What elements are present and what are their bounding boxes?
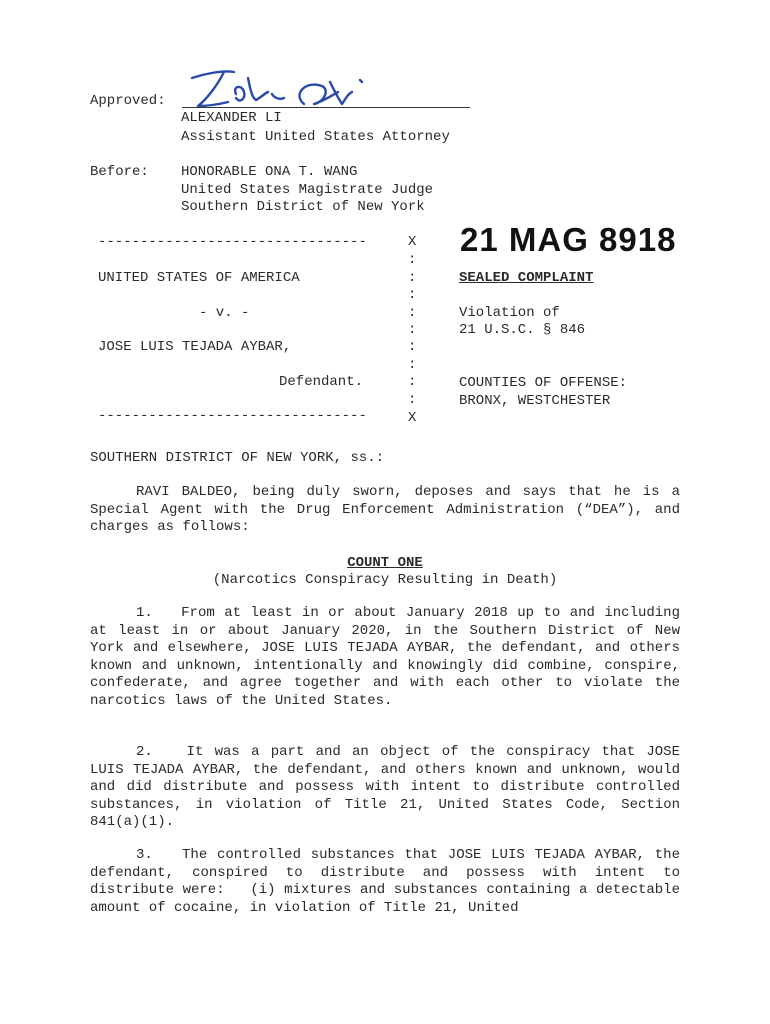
complaint-type: SEALED COMPLAINT (459, 270, 594, 286)
intro-text: RAVI BALDEO, being duly sworn, deposes and says that he is a Special Agent with the Drug Enforcement Administration (“DEA”), and charges as follows: (90, 484, 680, 535)
approved-label: Approved: (90, 93, 166, 109)
judge-name: HONORABLE ONA T. WANG (181, 164, 358, 180)
paragraph-text: 2. It was a part and an object of the conspiracy that JOSE LUIS TEJADA AYBAR, the defendant, and others known and unknown, would and did distribute and possess with intent to distribute controlled substances, in violation of Title 21, United States Code, Section 841(a)(1). (90, 744, 680, 830)
venue-line: SOUTHERN DISTRICT OF NEW YORK, ss.: (90, 450, 385, 466)
paragraph-1 (90, 605, 680, 710)
caption-colon: : (408, 252, 417, 268)
caption-colon: : (408, 374, 417, 390)
caption-colon: : (408, 339, 417, 355)
attorney-name: ALEXANDER LI (181, 110, 282, 126)
count-subtitle: (Narcotics Conspiracy Resulting in Death) (212, 572, 558, 588)
paragraph-2 (90, 744, 680, 832)
caption-x-bottom: X (408, 410, 417, 426)
caption-colon: : (408, 270, 417, 286)
plaintiff-name: UNITED STATES OF AMERICA (98, 270, 300, 286)
before-label: Before: (90, 164, 149, 180)
caption-colon: : (408, 357, 417, 373)
caption-x-top: X (408, 234, 417, 250)
paragraph-3 (90, 847, 680, 917)
versus: - v. - (199, 305, 250, 321)
handwritten-signature (184, 64, 384, 116)
defendant-label: Defendant. (279, 374, 364, 390)
paragraph-text: 3. The controlled substances that JOSE LUIS TEJADA AYBAR, the defendant, conspired to distribute and possess with intent to distribute were: (i) mixtures and substances containing a detectable amount of cocaine, in violation of Title 21, United (90, 847, 680, 916)
judge-title: United States Magistrate Judge (181, 182, 434, 198)
paragraph-text: 1. From at least in or about January 2018 up to and including at least in or about January 2020, in the Southern District of New York and elsewhere, JOSE LUIS TEJADA AYBAR, the defendant, and others known and unknown, intentionally and knowingly did combine, conspire, confederate, and agree together and with each other to violate the narcotics laws of the United States. (90, 605, 680, 709)
caption-colon: : (408, 322, 417, 338)
docket-number: 21 MAG 8918 (460, 221, 677, 258)
caption-bottom-dashes: -------------------------------- (98, 408, 367, 424)
attorney-title: Assistant United States Attorney (181, 129, 450, 145)
caption-colon: : (408, 305, 417, 321)
violation-line-1: Violation of (459, 305, 560, 321)
counties-value: BRONX, WESTCHESTER (459, 393, 611, 409)
judge-court: Southern District of New York (181, 199, 425, 215)
caption-top-dashes: -------------------------------- (98, 234, 367, 250)
violation-line-2: 21 U.S.C. § 846 (459, 322, 586, 338)
count-title: COUNT ONE (347, 555, 423, 571)
caption-colon: : (408, 392, 417, 408)
signature-line (182, 107, 470, 108)
defendant-name: JOSE LUIS TEJADA AYBAR, (98, 339, 292, 355)
counties-label: COUNTIES OF OFFENSE: (459, 375, 628, 391)
intro-paragraph (90, 484, 680, 537)
caption-colon: : (408, 287, 417, 303)
